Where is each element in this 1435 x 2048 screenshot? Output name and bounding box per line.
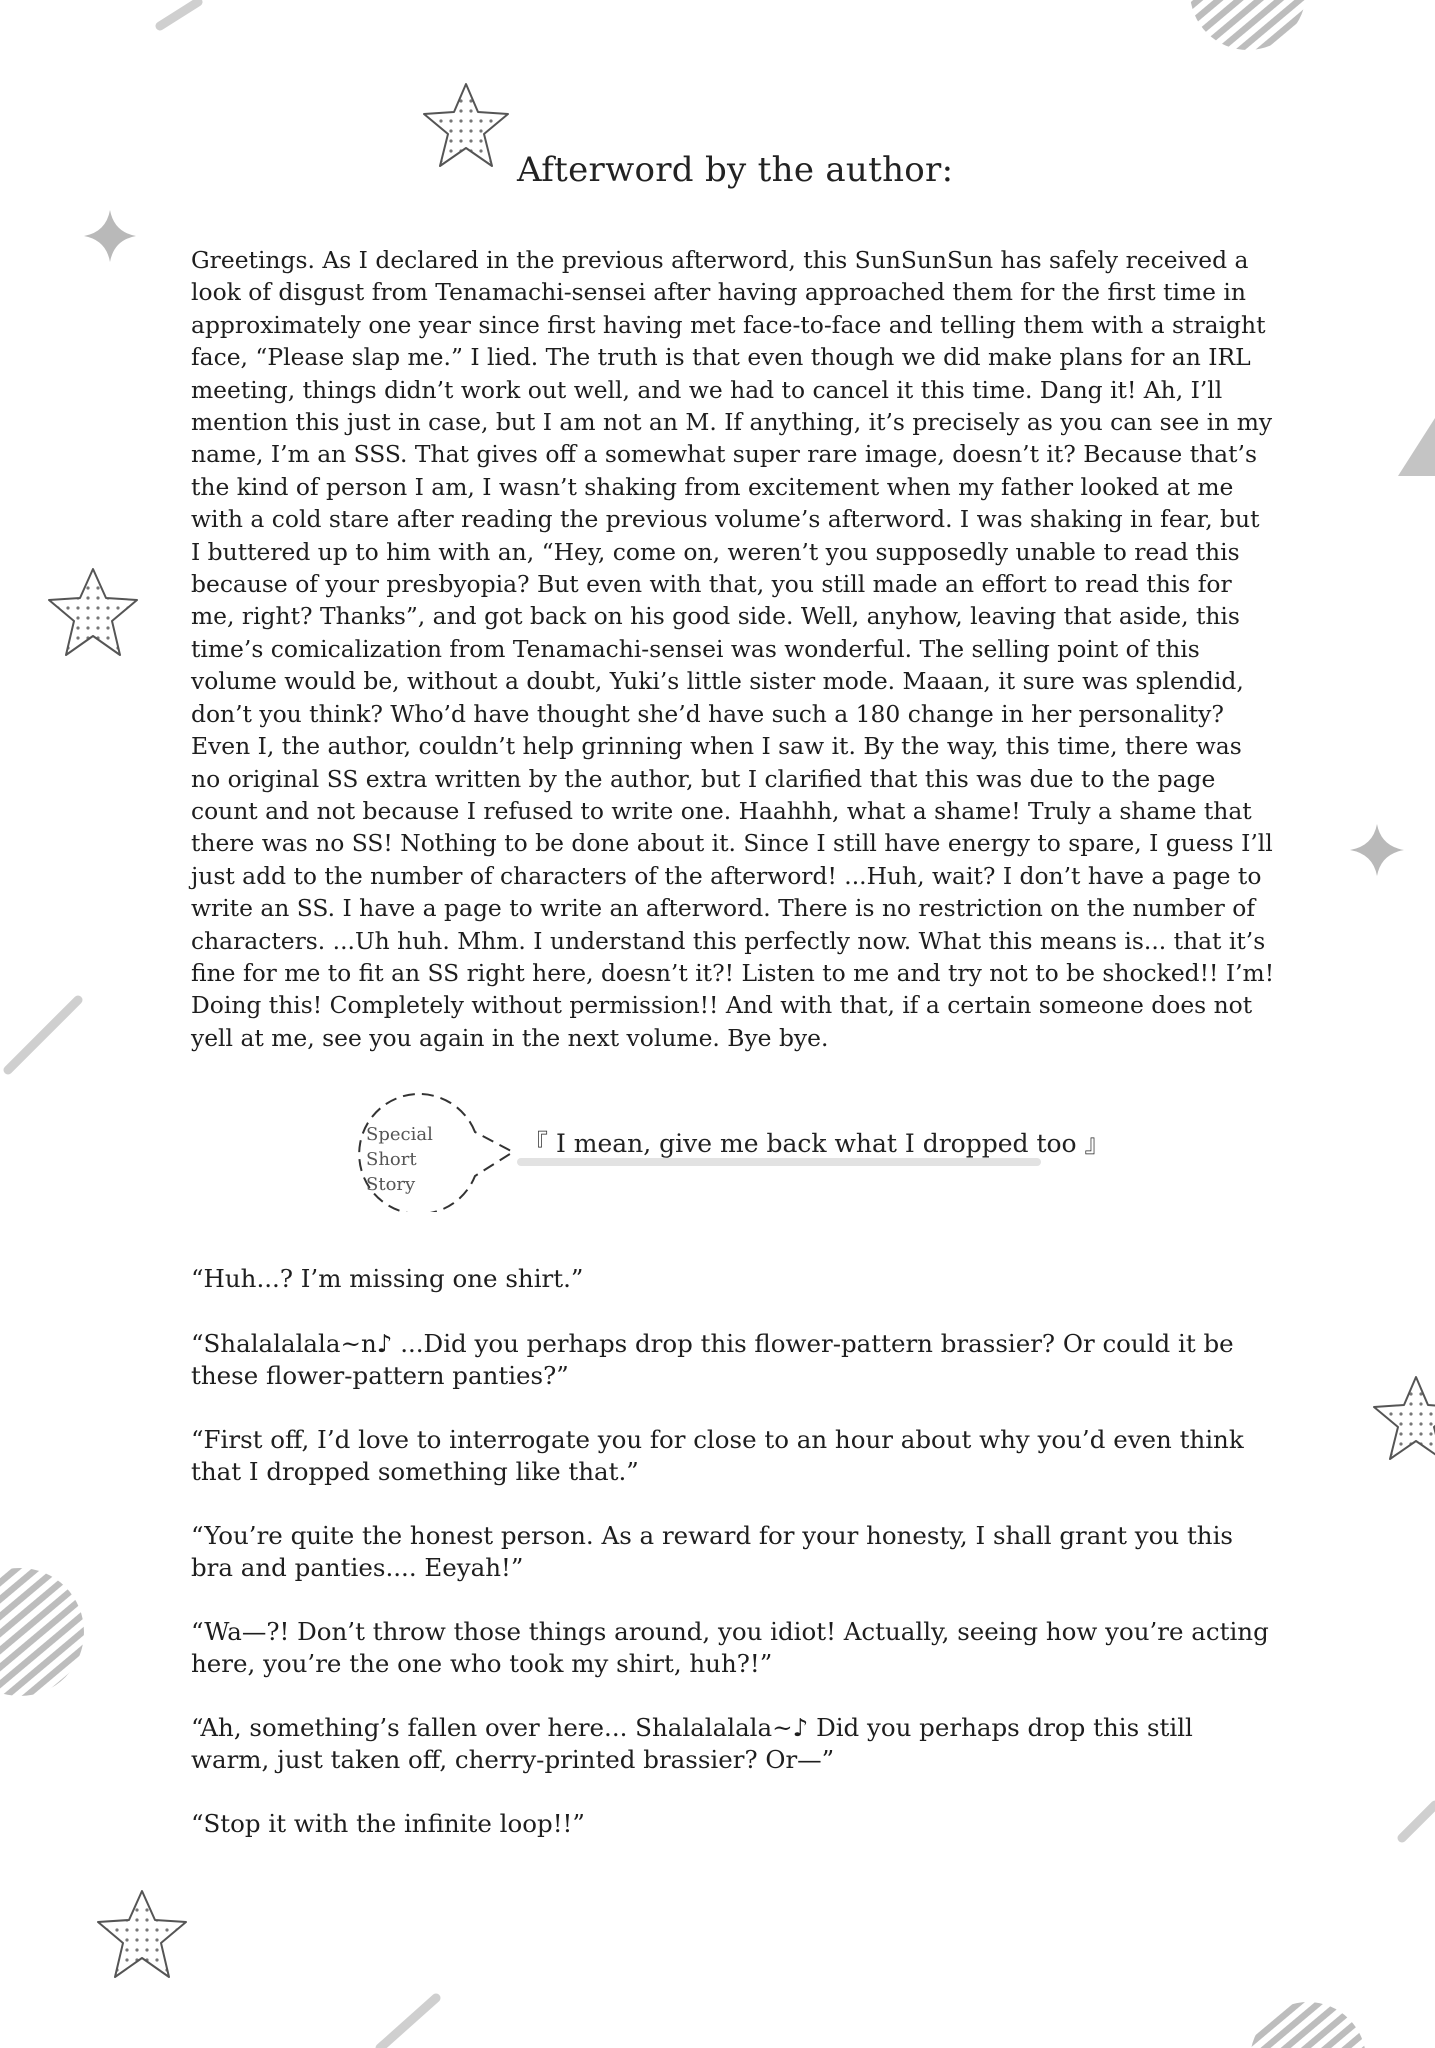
striped-circle-icon (1190, 0, 1306, 50)
striped-circle-icon (0, 1568, 84, 1696)
dialogue-line: “Shalalalala~n♪ ...Did you perhaps drop this flower-pattern brassier? Or could it be these flower-pattern panties?” (191, 1329, 1234, 1390)
afterword-body: Greetings. As I declared in the previous afterword, this SunSunSun has safely received a look of disgust from Tenamachi-sensei after having approached them for the first time in approximately one year since first having met face-to-face and telling them with a straight face, “Please slap me.” I lied. The truth is that even though we did make plans for an IRL meeting, things didn’t work out well, and we had to cancel it this time. Dang it! Ah, I’ll mention this just in case, but I am not an M. If anything, it’s precisely as you can see in my name, I’m an SSS. That gives off a somewhat super rare image, doesn’t it? Because that’s the kind of person I am, I wasn’t shaking from excitement when my father looked at me with a cold stare after reading the previous volume’s afterword. I was shaking in fear, but I buttered up to him with an, “Hey, come on, weren’t you supposedly unable to read this because of your presbyopia? But even with that, you still made an effort to read this for me, right? Thanks”, and got back on his good side. Well, anyhow, leaving that aside, this time’s comicalization from Tenamachi-sensei was wonderful. The selling point of this volume would be, without a doubt, Yuki’s little sister mode. Maaan, it sure was splendid, don’t you think? Who’d have thought she’d have such a 180 change in her personality? Even I, the author, couldn’t help grinning when I saw it. By the way, this time, there was no original SS extra written by the author, but I clarified that this was due to the page count and not because I refused to write one. Haahhh, what a shame! Truly a shame that there was no SS! Nothing to be done about it. Since I still have energy to spare, I guess I’ll just add to the number of characters of the afterword! ...Huh, wait? I don’t have a page to write an SS. I have a page to write an afterword. There is no restriction on the number of characters. ...Uh huh. Mhm. I understand this perfectly now. What this means is... that it’s fine for me to fit an SS right here, doesn’t it?! Listen to me and try not to be shocked!! I’m! Doing this! Completely without permission!! And with that, if a certain someone does not yell at me, see you again in the next volume. Bye bye. (191, 246, 1275, 1052)
dialogue-line: “You’re quite the honest person. As a reward for your honesty, I shall grant you this bra and panties.... Eeyah!” (191, 1521, 1233, 1582)
special-story-header (345, 1072, 1110, 1212)
special-story-label (366, 1122, 476, 1197)
dialogue-line: “Stop it with the infinite loop!!” (191, 1809, 585, 1838)
dialogue-line: “Wa—?! Don’t throw those things around, you idiot! Actually, seeing how you’re acting here, you’re the one who took my shirt, huh?!” (191, 1617, 1269, 1678)
special-story-title: 『 I mean, give me back what I dropped too 』 (523, 1129, 1110, 1158)
dialogue-line: “First off, I’d love to interrogate you for close to an hour about why you’d even think that I dropped something like that.” (191, 1425, 1244, 1486)
dialogue-line: “Ah, something’s fallen over here... Shalalalala~♪ Did you perhaps drop this still warm, just taken off, cherry-printed brassier? Or—” (191, 1713, 1193, 1774)
page-title: Afterword by the author: (517, 150, 954, 190)
sparkle-icon (84, 210, 136, 262)
star-dotted-icon (424, 84, 508, 166)
star-dotted-icon (98, 1891, 186, 1977)
special-story-label-line1: Special Short (366, 1124, 433, 1170)
triangle-icon (1398, 418, 1435, 476)
star-dotted-icon (49, 569, 137, 655)
special-story-label-line2: Story (366, 1174, 416, 1195)
dialogue-line: “Huh...? I’m missing one shirt.” (191, 1264, 584, 1293)
striped-circle-icon (1250, 2002, 1366, 2048)
star-dotted-icon (1374, 1377, 1435, 1459)
sparkle-icon (1350, 824, 1404, 876)
